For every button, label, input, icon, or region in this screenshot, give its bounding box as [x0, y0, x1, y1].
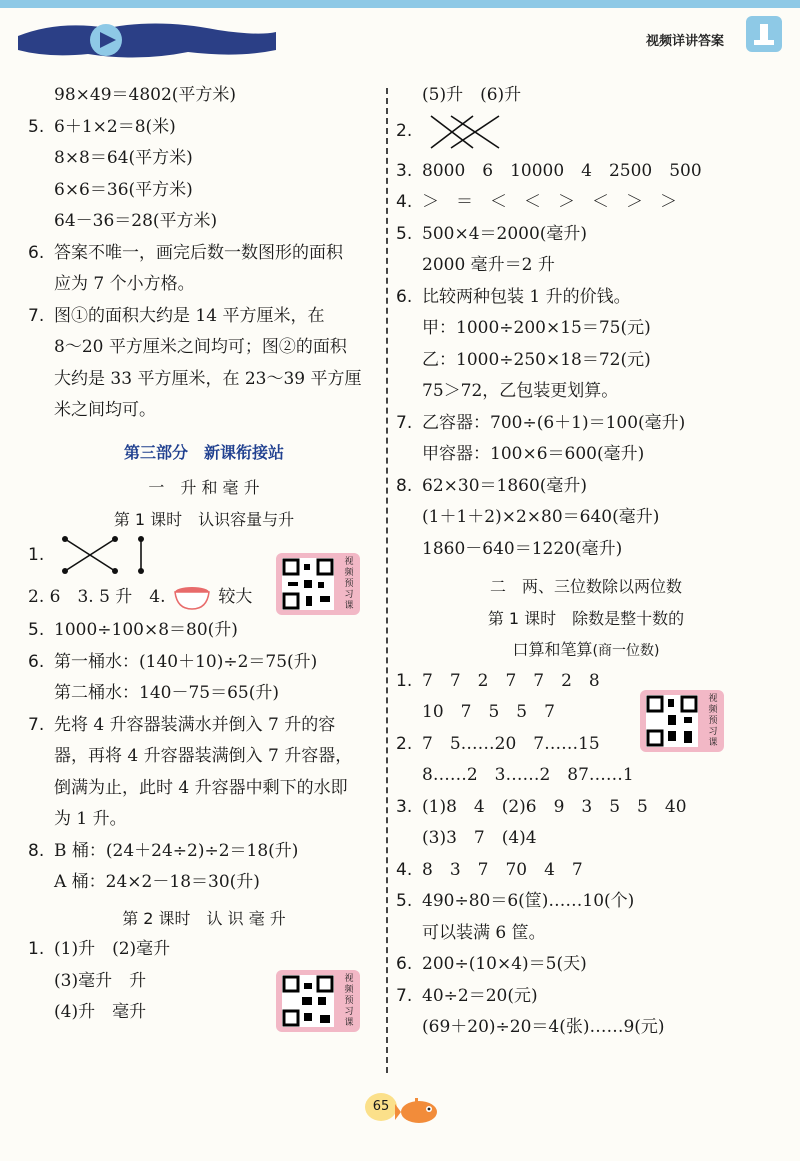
answer-line: (3)3 7 (4)4 [422, 828, 537, 848]
answer-line: 器，再将 4 升容器装满倒入 7 升容器， [54, 746, 353, 766]
answer-line: 倒满为止，此时 4 升容器中剩下的水即 [54, 777, 348, 798]
answer-line: 2000 毫升＝2 升 [422, 255, 555, 275]
answer-line: 可以装满 6 筐。 [422, 922, 546, 943]
answer-line: 8. B 桶：(24＋24÷2)÷2＝18(升) [28, 840, 299, 861]
right-column [396, 80, 776, 1044]
answer-line: 6. 200÷(10×4)＝5(天) [396, 954, 587, 974]
answer-line: 米之间均可。 [54, 400, 156, 420]
header-banner [18, 14, 278, 64]
answer-line: 8……2 3……2 87……1 [422, 765, 634, 785]
answer-line: (4)升 毫升 [54, 1002, 147, 1022]
qr-code-lesson2[interactable] [276, 970, 360, 1032]
header-label: 视频详讲答案 [646, 34, 725, 49]
matching-lines-diagram [59, 535, 149, 575]
qr-code-icon [282, 558, 334, 610]
answer-line-crossing: 2. [396, 112, 776, 156]
qr-label: 视频预习课 [708, 694, 718, 748]
lesson-title: 第 1 课时 除数是整十数的 [487, 608, 685, 628]
bowl-icon [173, 585, 211, 611]
answer-line: 6. 答案不唯一，画完后数一数图形的面积 [28, 242, 343, 263]
answer-line: 3. (1)8 4 (2)6 9 3 5 5 40 [396, 796, 687, 817]
answer-line: 4. 8 3 7 70 4 7 [396, 859, 583, 880]
answer-line: (69＋20)÷20＝4(张)……9(元) [422, 1017, 665, 1037]
column-divider [386, 88, 388, 1073]
answer-line: 甲容器：100×6＝600(毫升) [422, 444, 645, 464]
section-title: 第三部分 新课衔接站 [123, 442, 284, 462]
answer-line: 应为 7 个小方格。 [54, 274, 195, 294]
answer-line: 6. 第一桶水：(140＋10)÷2＝75(升) [28, 651, 318, 672]
answer-line: 8. 62×30＝1860(毫升) [396, 475, 588, 496]
answer-line: 98×49＝4802(平方米) [54, 85, 237, 105]
lesson-title: 第 2 课时 认 识 毫 升 [122, 908, 286, 928]
answer-line: 8～20 平方厘米之间均可；图②的面积 [54, 337, 347, 357]
answer-line: 2. 6 3. 5 升 4. 较大 [28, 579, 380, 615]
answer-line: 为 1 升。 [54, 809, 127, 829]
header-decoration-icon [742, 10, 786, 56]
page-number: 65 [365, 1093, 397, 1121]
answer-line: 6×6＝36(平方米) [54, 179, 193, 200]
answer-line-crossing: 1. [28, 535, 380, 579]
answer-line: 第二桶水：140－75＝65(升) [54, 683, 279, 703]
answer-line: 64－36＝28(平方米) [54, 211, 218, 231]
qr-label: 视频预习课 [344, 974, 354, 1028]
answer-line: 1. 7 7 2 7 7 2 8 [396, 670, 600, 691]
answer-line: (1＋1＋2)×2×80＝640(毫升) [422, 507, 660, 527]
answer-line: 10 7 5 5 7 [422, 702, 555, 722]
answer-line: 75＞72，乙包装更划算。 [422, 381, 619, 401]
answer-line: 4. ＞ ＝ ＜ ＜ ＞ ＜ ＞ ＞ [396, 192, 677, 212]
qr-code-lesson1[interactable] [276, 553, 360, 615]
answer-line: 5. 490÷80＝6(筐)……10(个) [396, 891, 635, 911]
answer-line: 大约是 33 平方厘米，在 23～39 平方厘 [54, 368, 362, 389]
answer-line: 2. 7 5……20 7……15 [396, 733, 600, 754]
qr-label: 视频预习课 [344, 557, 354, 611]
answer-line: 5. 1000÷100×8＝80(升) [28, 620, 238, 640]
matching-lines-diagram [427, 112, 507, 152]
submarine-fish-icon [395, 1096, 441, 1126]
answer-line: 7. 先将 4 升容器装满水并倒入 7 升的容 [28, 714, 336, 735]
header-strip [0, 0, 800, 8]
answer-line: (5)升 (6)升 [422, 85, 522, 105]
answer-line: 7. 图①的面积大约是 14 平方厘米，在 [28, 305, 325, 326]
answer-line: 3. 8000 6 10000 4 2500 500 [396, 160, 702, 181]
answer-line: 6. 比较两种包装 1 升的价钱。 [396, 286, 631, 307]
answer-line: 7. 40÷2＝20(元) [396, 985, 538, 1006]
qr-code-icon [282, 975, 334, 1027]
unit-title: 二 两、三位数除以两位数 [489, 577, 682, 596]
answer-line: 5. 6＋1×2＝8(米) [28, 116, 176, 137]
lesson-title: 第 1 课时 认识容量与升 [113, 509, 295, 529]
lesson-subtitle: 口算和笔算(商一位数) [512, 640, 660, 659]
answer-line: 1860－640＝1220(毫升) [422, 538, 623, 559]
unit-title: 一 升 和 毫 升 [148, 478, 260, 497]
answer-line: 甲：1000÷200×15＝75(元) [422, 318, 651, 338]
answer-line: (3)毫升 升 [54, 970, 147, 991]
answer-line: 5. 500×4＝2000(毫升) [396, 223, 588, 244]
answer-line: 8×8＝64(平方米) [54, 148, 193, 168]
answer-line: 乙：1000÷250×18＝72(元) [422, 349, 651, 370]
answer-line: A 桶：24×2－18＝30(升) [54, 872, 260, 892]
answer-line: 1. (1)升 (2)毫升 [28, 939, 171, 959]
answer-line: 7. 乙容器：700÷(6＋1)＝100(毫升) [396, 412, 686, 433]
